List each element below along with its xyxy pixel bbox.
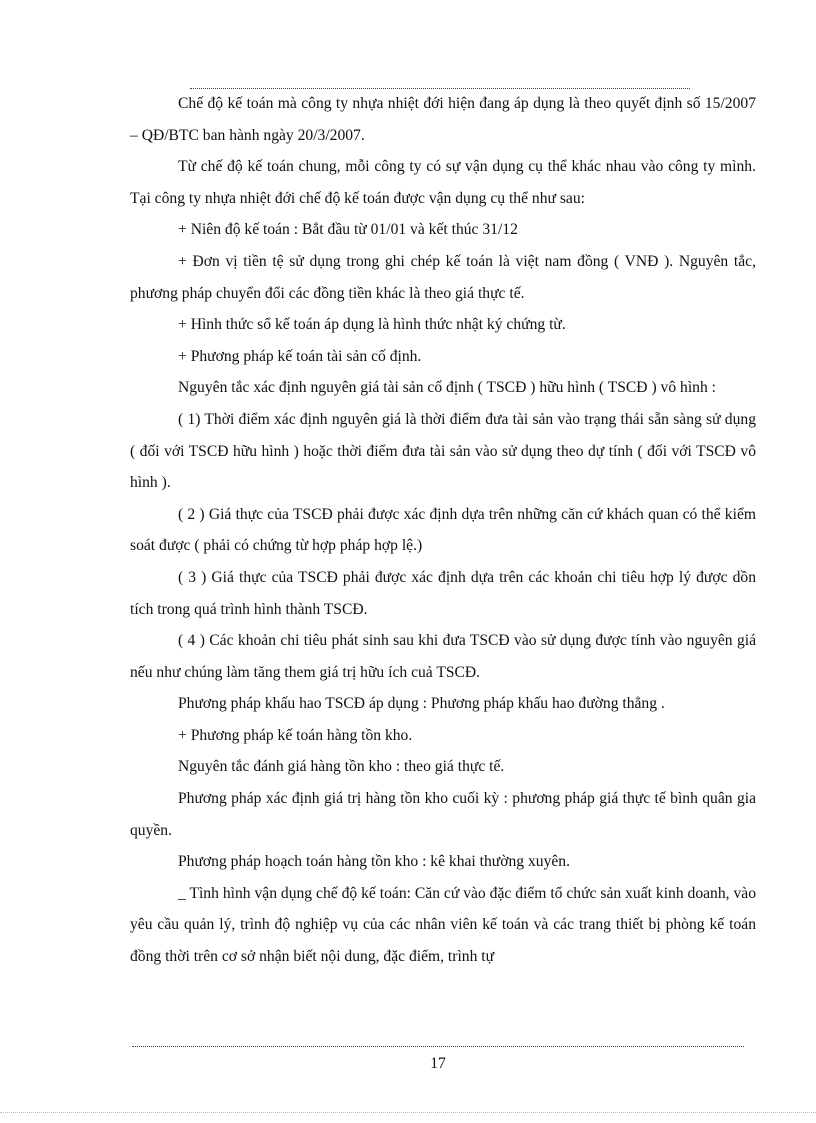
paragraph-currency: + Đơn vị tiền tệ sử dụng trong ghi chép kế toán là việt nam đồng ( VNĐ ). Nguyên tắc, phương pháp chuyển đổi các đồng tiền khác là theo giá thực tế.	[130, 252, 756, 302]
paragraph-inventory-accounting: Phương pháp hoạch toán hàng tồn kho : kê khai thường xuyên.	[178, 853, 570, 871]
paragraph-fixed-assets-method: + Phương pháp kế toán tài sản cố định.	[178, 347, 422, 365]
paragraph-inventory-method: + Phương pháp kế toán hàng tồn kho.	[178, 726, 413, 744]
paragraph-item-4: ( 4 ) Các khoản chi tiêu phát sinh sau khi đưa TSCĐ vào sử dụng được tính vào nguyên giá nếu như chúng làm tăng them giá trị hữu ích cuả TSCĐ.	[130, 632, 756, 681]
paragraph-decision: Chế độ kế toán mà công ty nhựa nhiệt đới hiện đang áp dụng là theo quyết định số 15/2007 – QĐ/BTC ban hành ngày 20/3/2007.	[130, 95, 756, 144]
page-bottom-dotted-rule	[0, 1112, 816, 1113]
paragraph-item-2: ( 2 ) Giá thực của TSCĐ phải được xác định dựa trên những căn cứ khách quan có thể kiểm soát được ( phải có chứng từ hợp pháp hợp lệ.)	[130, 505, 756, 555]
paragraph-general-regime: Từ chế độ kế toán chung, mỗi công ty có sự vận dụng cụ thể khác nhau vào công ty mình. Tại công ty nhựa nhiệt đới chế độ kế toán được vận dụng cụ thể như sau:	[130, 158, 756, 207]
paragraph-depreciation: Phương pháp khấu hao TSCĐ áp dụng : Phương pháp khấu hao đường thẳng .	[178, 695, 665, 713]
footer-dotted-rule	[132, 1046, 744, 1047]
paragraph-item-1: ( 1) Thời điểm xác định nguyên giá là thời điểm đưa tài sản vào trạng thái sẵn sàng sử dụng ( đối với TSCĐ hữu hình ) hoặc thời điểm đưa tài sản vào sử dụng theo dự tính ( đối với TSCĐ vô hình ).	[130, 410, 756, 492]
paragraph-ending-inventory: Phương pháp xác định giá trị hàng tồn kho cuối kỳ : phương pháp giá thực tế bình quân gia quyền.	[130, 790, 756, 839]
paragraph-regime-application: _ Tình hình vận dụng chế độ kế toán: Căn cứ vào đặc điểm tổ chức sản xuất kinh doanh, vào yêu cầu quản lý, trình độ nghiệp vụ của các nhân viên kế toán và các trang thiết bị phòng kế toán đồng thời trên cơ sở nhận biết nội dung, đặc điểm, trình tự	[130, 884, 756, 966]
page-number: 17	[430, 1055, 446, 1072]
paragraph-fiscal-year: + Niên độ kế toán : Bắt đầu từ 01/01 và kết thúc 31/12	[178, 221, 518, 239]
paragraph-item-3: ( 3 ) Giá thực của TSCĐ phải được xác định dựa trên các khoản chi tiêu hợp lý được dồn tích trong quá trình hình thành TSCĐ.	[130, 568, 756, 618]
paragraph-bookkeeping-form: + Hình thức sổ kế toán áp dụng là hình thức nhật ký chứng từ.	[178, 316, 566, 334]
paragraph-cost-principle: Nguyên tắc xác định nguyên giá tài sản cố định ( TSCĐ ) hữu hình ( TSCĐ ) vô hình :	[178, 379, 716, 397]
document-body	[130, 88, 756, 973]
paragraph-inventory-valuation: Nguyên tắc đánh giá hàng tồn kho : theo giá thực tế.	[178, 758, 505, 776]
